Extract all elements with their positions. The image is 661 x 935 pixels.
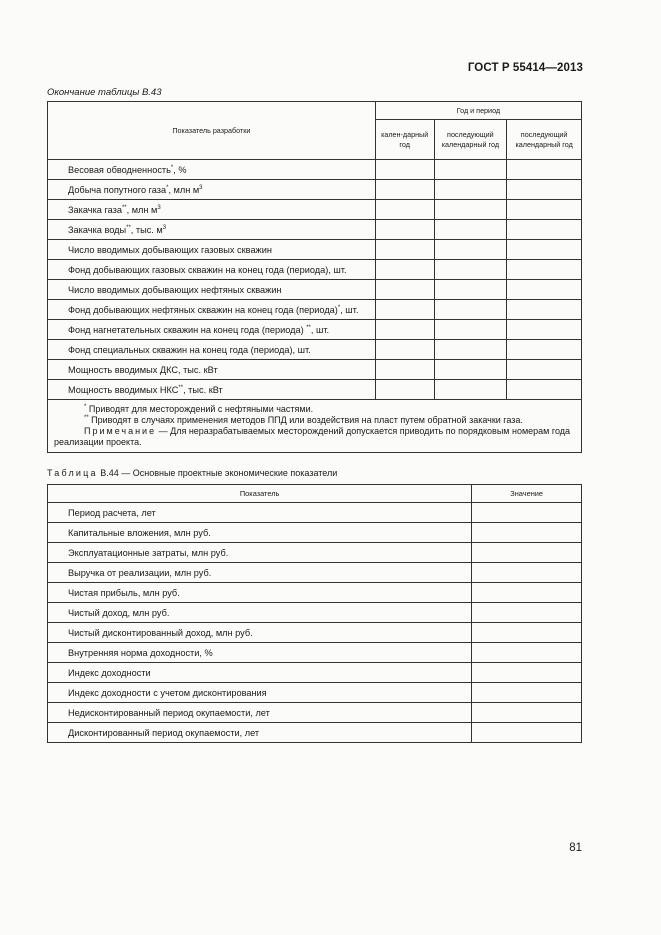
table44-caption: Таблица В.44 — Основные проектные экономические показатели <box>47 468 338 478</box>
value-cell <box>472 663 582 683</box>
value-cell <box>507 200 582 220</box>
col-header-next-year-2: последующий календарный год <box>507 120 582 160</box>
row-label: Число вводимых добывающих газовых скважин <box>48 240 376 260</box>
value-cell <box>375 160 434 180</box>
value-cell <box>434 340 507 360</box>
value-cell <box>472 683 582 703</box>
value-cell <box>472 703 582 723</box>
table-row <box>48 240 582 260</box>
table43-notes <box>48 400 582 453</box>
table-row <box>48 360 582 380</box>
value-cell <box>434 320 507 340</box>
value-cell <box>434 200 507 220</box>
value-cell <box>507 340 582 360</box>
value-cell <box>472 723 582 743</box>
value-cell <box>434 160 507 180</box>
value-cell <box>434 280 507 300</box>
value-cell <box>434 300 507 320</box>
col-header-next-year-1: последующий календарный год <box>434 120 507 160</box>
page-number: 81 <box>569 842 582 854</box>
value-cell <box>375 300 434 320</box>
value-cell <box>507 220 582 240</box>
value-cell <box>375 360 434 380</box>
row-label: Фонд специальных скважин на конец года (периода), шт. <box>48 340 376 360</box>
value-cell <box>434 240 507 260</box>
value-cell <box>507 240 582 260</box>
value-cell <box>472 603 582 623</box>
table-row <box>48 663 582 683</box>
table-row <box>48 623 582 643</box>
value-cell <box>375 220 434 240</box>
table-row <box>48 300 582 320</box>
table-row <box>48 543 582 563</box>
table43-caption: Окончание таблицы В.43 <box>47 87 162 98</box>
value-cell <box>472 503 582 523</box>
row-label: Выручка от реализации, млн руб. <box>48 563 472 583</box>
value-cell <box>507 160 582 180</box>
value-cell <box>472 583 582 603</box>
value-cell <box>375 280 434 300</box>
value-cell <box>507 320 582 340</box>
value-cell <box>507 260 582 280</box>
table-row <box>48 160 582 180</box>
table-row <box>48 320 582 340</box>
row-label: Фонд нагнетательных скважин на конец года (периода) **, шт. <box>48 320 376 340</box>
value-cell <box>434 360 507 380</box>
table-row <box>48 563 582 583</box>
value-cell <box>507 180 582 200</box>
value-cell <box>375 380 434 400</box>
row-label: Добыча попутного газа*, млн $м^3$ <box>48 180 376 200</box>
table-row <box>48 603 582 623</box>
note: Примечание — Для неразрабатываемых месторождений допускается приводить по порядковым номерам года реализации проекта. <box>54 426 571 447</box>
value-cell <box>434 380 507 400</box>
row-label: Чистый доход, млн руб. <box>48 603 472 623</box>
table-row <box>48 723 582 743</box>
value-cell <box>375 260 434 280</box>
table-row <box>48 583 582 603</box>
value-cell <box>507 280 582 300</box>
table-row <box>48 200 582 220</box>
value-cell <box>375 340 434 360</box>
row-label: Капитальные вложения, млн руб. <box>48 523 472 543</box>
value-cell <box>507 380 582 400</box>
row-label: Дисконтированный период окупаемости, лет <box>48 723 472 743</box>
value-cell <box>434 180 507 200</box>
table-row <box>48 180 582 200</box>
table-row <box>48 340 582 360</box>
col-header-indicator: Показатель разработки <box>48 102 376 160</box>
col-header-value: Значение <box>472 485 582 503</box>
value-cell <box>472 623 582 643</box>
row-label: Внутренняя норма доходности, % <box>48 643 472 663</box>
value-cell <box>375 320 434 340</box>
value-cell <box>375 240 434 260</box>
row-label: Закачка газа**, млн $м^3$ <box>48 200 376 220</box>
value-cell <box>472 543 582 563</box>
value-cell <box>507 360 582 380</box>
document-code: ГОСТ Р 55414—2013 <box>467 62 583 74</box>
table-b44 <box>47 484 582 743</box>
table-row <box>48 523 582 543</box>
footnote-1: * Приводят для месторождений с нефтяными частями. <box>84 404 314 414</box>
value-cell <box>507 300 582 320</box>
col-header-calendar-year: кален-дарный год <box>375 120 434 160</box>
row-label: Чистая прибыль, млн руб. <box>48 583 472 603</box>
table-row <box>48 683 582 703</box>
table-row <box>48 643 582 663</box>
row-label: Период расчета, лет <box>48 503 472 523</box>
row-label: Чистый дисконтированный доход, млн руб. <box>48 623 472 643</box>
row-label: Мощность вводимых НКС**, тыс. кВт <box>48 380 376 400</box>
table-b43 <box>47 101 582 453</box>
table-row <box>48 703 582 723</box>
table-row <box>48 380 582 400</box>
table-row <box>48 280 582 300</box>
table-row <box>48 220 582 240</box>
value-cell <box>375 200 434 220</box>
row-label: Мощность вводимых ДКС, тыс. кВт <box>48 360 376 380</box>
col-header-indicator: Показатель <box>48 485 472 503</box>
value-cell <box>472 523 582 543</box>
table-row <box>48 260 582 280</box>
value-cell <box>472 563 582 583</box>
row-label: Фонд добывающих газовых скважин на конец года (периода), шт. <box>48 260 376 280</box>
table-row <box>48 503 582 523</box>
value-cell <box>375 180 434 200</box>
row-label: Индекс доходности с учетом дисконтирования <box>48 683 472 703</box>
row-label: Эксплуатационные затраты, млн руб. <box>48 543 472 563</box>
row-label: Число вводимых добывающих нефтяных скважин <box>48 280 376 300</box>
row-label: Недисконтированный период окупаемости, лет <box>48 703 472 723</box>
row-label: Закачка воды**, тыс. $м^3$ <box>48 220 376 240</box>
row-label: Индекс доходности <box>48 663 472 683</box>
row-label: Фонд добывающих нефтяных скважин на конец года (периода)*, шт. <box>48 300 376 320</box>
value-cell <box>434 220 507 240</box>
footnote-2: ** Приводят в случаях применения методов ППД или воздействия на пласт путем обратной закачки газа. <box>84 415 523 425</box>
value-cell <box>472 643 582 663</box>
value-cell <box>434 260 507 280</box>
col-header-year-period: Год и период <box>375 102 581 120</box>
row-label: Весовая обводненность*, % <box>48 160 376 180</box>
